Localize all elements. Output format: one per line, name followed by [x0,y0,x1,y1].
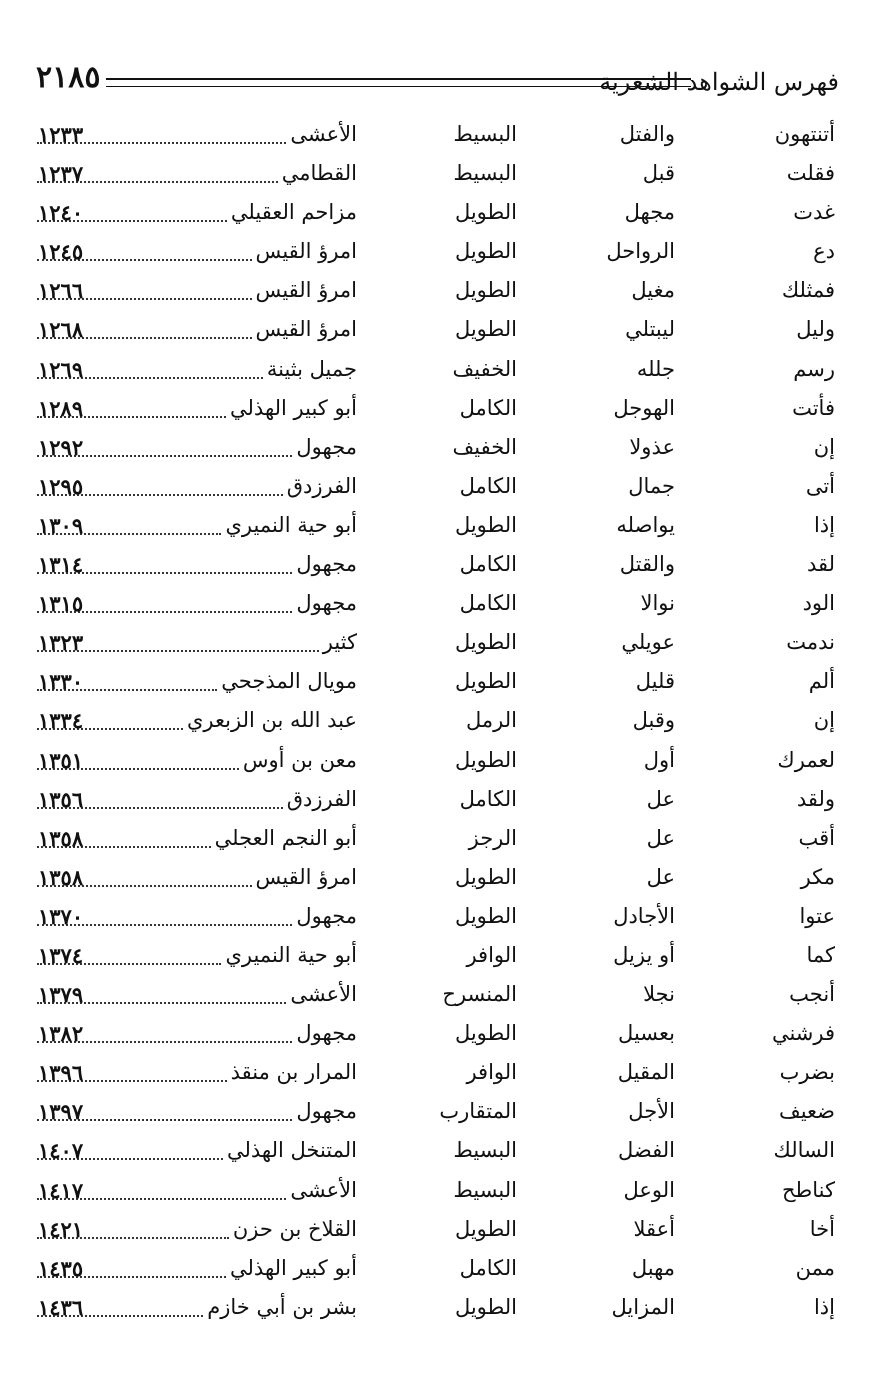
meter-name: البسيط [453,1138,517,1163]
poet-name: أبو حية النميري [225,512,357,537]
end-word: وقبل [632,708,675,733]
rhyme-word: ندمت [786,630,835,655]
meter-name: الخفيف [452,356,517,381]
poet-name: المتنخل الهذلي [226,1138,357,1163]
rhyme-word: أتنتهون [774,122,835,146]
meter-name: الكامل [459,1255,517,1280]
page-reference: ١٤١٧ [38,1177,84,1203]
end-word: عل [646,825,675,850]
meter-name: الطويل [454,669,517,694]
rhyme-word: ألم [808,669,835,694]
rhyme-word: لعمرك [777,747,835,772]
poet-name: مجهول [296,552,357,577]
page-reference: ١٣٥١ [38,747,84,773]
poet-name: مجهول [296,1099,357,1124]
poet-name: كثير [322,630,357,655]
page-reference: ١٣٩٦ [38,1060,84,1086]
page-title: فهرس الشواهد الشعرية [599,68,839,96]
page-reference: ١٣٣٤ [38,708,84,734]
rhyme-word: رسم [793,356,835,381]
rhyme-word: غدت [793,200,835,225]
rhyme-word: ضعيف [778,1099,835,1124]
end-word: بعسيل [618,1021,675,1046]
meter-name: البسيط [453,1177,517,1202]
poet-name: القطامي [281,161,357,186]
end-word: أو يزيل [613,942,675,967]
end-word: جمال [628,473,675,498]
poet-name: امرؤ القيس [255,864,357,889]
poet-name: مزاحم العقيلي [230,200,357,225]
page-reference: ١٤٣٥ [38,1255,84,1281]
poet-name: المرار بن منقذ [230,1060,357,1085]
meter-name: الكامل [459,395,517,420]
end-word: الأجادل [613,903,675,928]
end-word: والفتل [619,122,675,146]
poet-name: معن بن أوس [242,747,357,772]
meter-name: الطويل [454,512,517,537]
page-reference: ١٣٢٣ [38,630,84,656]
poet-name: مجهول [296,1021,357,1046]
table-row [0,1288,891,1327]
meter-name: الطويل [454,747,517,772]
end-word: عل [646,786,675,811]
page-reference: ١٤٣٦ [38,1294,84,1320]
poet-name: جميل بثينة [266,356,357,381]
rhyme-word: إذا [813,1294,835,1319]
rhyme-word: أقب [798,825,835,850]
poet-name: الأعشى [290,982,357,1007]
page-reference: ١٤٠٧ [38,1138,84,1164]
poet-name: مجهول [296,903,357,928]
meter-name: الكامل [459,591,517,616]
page-reference: ١٣٥٦ [38,786,84,812]
rhyme-word: عتوا [799,903,835,928]
meter-name: الطويل [454,1294,517,1319]
page-number: ٢١٨٥ [36,60,101,95]
page-reference: ١٢٤٥ [38,239,84,265]
end-word: جلله [636,356,675,381]
page-reference: ١٣٠٩ [38,512,84,538]
rhyme-word: أخا [809,1216,835,1241]
poet-name: مويال المذجحي [221,669,357,694]
poet-name: مجهول [296,591,357,616]
poet-name: عبد الله بن الزبعري [186,708,357,733]
meter-name: الطويل [454,903,517,928]
page-reference: ١٣١٥ [38,591,84,617]
end-word: قبل [642,161,675,186]
page-reference: ١٢٣٣ [38,122,84,147]
rhyme-word: الود [802,591,835,616]
meter-name: الطويل [454,317,517,342]
meter-name: الرمل [466,708,517,733]
poet-name: أبو النجم العجلي [214,825,357,850]
end-word: المزايل [611,1294,675,1319]
end-word: نوالا [640,591,675,616]
meter-name: البسيط [453,161,517,186]
page-reference: ١٤٢١ [38,1216,84,1242]
end-word: نجلا [643,982,675,1007]
meter-name: الكامل [459,473,517,498]
end-word: مهبل [631,1255,675,1280]
end-word: أول [643,747,675,772]
rhyme-word: ولقد [796,786,835,811]
poet-name: امرؤ القيس [255,317,357,342]
end-word: عل [646,864,675,889]
meter-name: الطويل [454,200,517,225]
end-word: المقيل [617,1060,675,1085]
end-word: يواصله [616,512,675,537]
rhyme-word: مكر [800,864,835,889]
page-reference: ١٣١٤ [38,552,84,578]
page-reference: ١٢٩٥ [38,473,84,499]
page-reference: ١٢٦٦ [38,278,84,304]
rhyme-word: كما [806,942,835,967]
meter-name: الطويل [454,1021,517,1046]
end-word: الوعل [623,1177,675,1202]
page-reference: ١٣٧٤ [38,942,84,968]
meter-name: المنسرح [442,982,517,1007]
poet-name: مجهول [296,434,357,459]
poet-name: بشر بن أبي خازم [207,1294,357,1319]
end-word: مجهل [624,200,675,225]
meter-name: الطويل [454,278,517,303]
poet-name: القلاخ بن حزن [232,1216,357,1241]
page-reference: ١٢٣٧ [38,161,84,187]
rhyme-word: فرشني [771,1021,835,1046]
poet-name: امرؤ القيس [255,278,357,303]
end-word: قليل [635,669,675,694]
page-reference: ١٢٦٨ [38,317,84,343]
meter-name: الوافر [466,1060,517,1085]
page-reference: ١٢٦٩ [38,356,84,382]
end-word: ليبتلي [625,317,675,342]
rhyme-word: إن [813,434,835,459]
page-reference: ١٣٩٧ [38,1099,84,1125]
page-reference: ١٣٥٨ [38,825,84,851]
end-word: الرواحل [606,239,675,264]
meter-name: الطويل [454,1216,517,1241]
meter-name: الخفيف [452,434,517,459]
poet-name: أبو كبير الهذلي [230,395,357,420]
page-reference: ١٣٨٢ [38,1021,84,1047]
end-word: الأجل [628,1099,675,1124]
meter-name: الوافر [466,942,517,967]
poet-name: الأعشى [290,122,357,146]
meter-name: الرجز [468,825,517,850]
end-word: أعقلا [633,1216,675,1241]
rhyme-word: أنجب [789,982,835,1007]
meter-name: الطويل [454,630,517,655]
poet-name: الفرزدق [286,473,357,498]
rhyme-word: فأتت [792,395,835,420]
poet-name: الأعشى [290,1177,357,1202]
end-word: عذولا [629,434,675,459]
end-word: الهوجل [613,395,675,420]
rhyme-word: فمثلك [781,278,835,303]
rhyme-word: دع [813,239,835,264]
meter-name: الكامل [459,552,517,577]
rhyme-word: أتى [805,473,835,498]
rhyme-word: فقلت [786,161,835,186]
page-reference: ١٢٨٩ [38,395,84,421]
poet-name: أبو كبير الهذلي [230,1255,357,1280]
page-reference: ١٣٥٨ [38,864,84,890]
rhyme-word: إن [813,708,835,733]
meter-name: المتقارب [439,1099,517,1124]
meter-name: الكامل [459,786,517,811]
index-table [0,115,891,1327]
page-reference: ١٢٤٠ [38,200,84,226]
rhyme-word: وليل [796,317,835,342]
rhyme-word: لقد [806,552,835,577]
end-word: والقتل [619,552,675,577]
meter-name: الطويل [454,864,517,889]
meter-name: الطويل [454,239,517,264]
end-word: الفضل [618,1138,675,1163]
rhyme-word: السالك [773,1138,835,1163]
end-word: عويلي [621,630,675,655]
meter-name: البسيط [453,122,517,146]
page-reference: ١٣٧٩ [38,982,84,1008]
poet-name: أبو حية النميري [225,942,357,967]
page-reference: ١٣٧٠ [38,903,84,929]
end-word: مغيل [631,278,675,303]
page-reference: ١٣٣٠ [38,669,84,695]
rhyme-word: كناطح [781,1177,835,1202]
page-reference: ١٢٩٢ [38,434,84,460]
poet-name: الفرزدق [286,786,357,811]
rhyme-word: بضرب [779,1060,835,1085]
poet-name: امرؤ القيس [255,239,357,264]
rhyme-word: ممن [795,1255,835,1280]
page-header [0,58,891,106]
rhyme-word: إذا [813,512,835,537]
